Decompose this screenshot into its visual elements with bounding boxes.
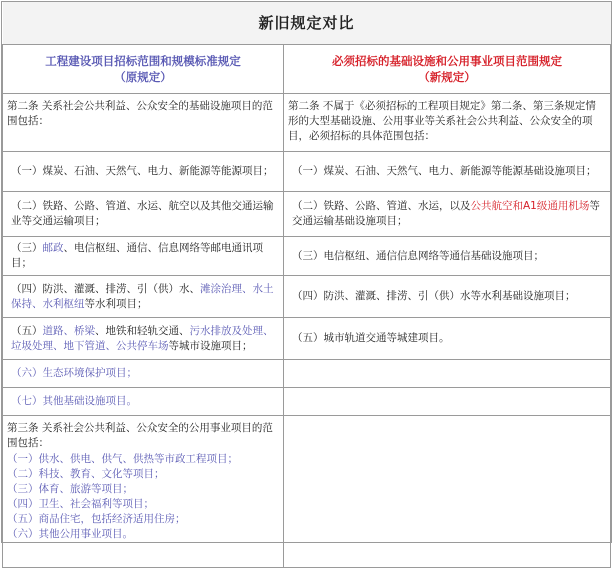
row2-right: （一）煤炭、石油、天然气、电力、新能源等能源基础设施项目； (284, 152, 611, 192)
header-new-title: 必须招标的基础设施和公用事业项目范围规定 (332, 54, 562, 68)
row4-left-text-a: （三） (11, 242, 43, 254)
header-new-subtitle: （新规定） (418, 70, 476, 84)
list-item: （三）体育、旅游等项目； (7, 483, 133, 495)
table-title: 新旧规定对比 (3, 2, 611, 45)
header-new-rule (284, 45, 611, 94)
row4-right: （三）电信枢纽、通信信息网络等通信基础设施项目； (284, 237, 611, 276)
row3-right-text-a: （二）铁路、公路、管道、水运，以及 (292, 200, 471, 212)
row5-left (3, 276, 284, 318)
table-row (3, 318, 611, 360)
title-row (3, 2, 611, 45)
row1-left: 第二条 关系社会公共利益、公众安全的基础设施项目的范围包括： (3, 94, 284, 152)
row3-right (284, 192, 611, 237)
row8-left: （七）其他基础设施项目。 (3, 388, 284, 416)
row4-left-text-b: 、电信枢纽、通信、信息网络等邮电通讯项目； (11, 242, 263, 269)
row5-left-highlight: 滩涂治理、水土保持、水利枢纽 (11, 282, 274, 310)
table-row (3, 360, 611, 388)
row9-left-list (7, 452, 279, 542)
row6-right: （五）城市轨道交通等城建项目。 (284, 318, 611, 360)
table-row (3, 152, 611, 192)
row7-left: （六）生态环境保护项目； (3, 360, 284, 388)
row6-left-text-a: （五） (11, 324, 43, 337)
row1-right: 第二条 不属于《必须招标的工程项目规定》第二条、第三条规定情形的大型基础设施、公用事业等关系社会公共利益、公众安全的项目，必须招标的具体范围包括： (284, 94, 611, 152)
row4-left-highlight: 邮政 (42, 242, 64, 254)
header-old-rule (3, 45, 284, 94)
table-row (3, 192, 611, 237)
row2-left: （一）煤炭、石油、天然气、电力、新能源等能源项目； (3, 152, 284, 192)
list-item: （四）卫生、社会福利等项目； (7, 498, 154, 510)
comparison-table (2, 2, 611, 568)
row3-left: （二）铁路、公路、管道、水运、航空以及其他交通运输业等交通运输项目； (3, 192, 284, 237)
row3-right-text-b: 等交通运输基础设施项目； (292, 200, 600, 227)
row6-left-highlight-2: 污水排放及处理、垃圾处理、地下管道、公共停车场 (11, 324, 274, 352)
row4-left (3, 237, 284, 276)
header-old-title: 工程建设项目招标范围和规模标准规定 (45, 54, 241, 68)
row5-right: （四）防洪、灌溉、排涝、引（供）水等水利基础设施项目； (284, 276, 611, 318)
row5-left-text-b: 等水利项目； (84, 297, 148, 310)
table-row (3, 237, 611, 276)
row6-left-text-b: 、地铁和轻轨交通、 (95, 324, 190, 337)
row6-left-highlight-1: 道路、桥梁 (42, 324, 95, 337)
header-old-subtitle: （原规定） (114, 70, 172, 84)
row7-right (284, 360, 611, 388)
row9-left-heading: 第三条 关系社会公共利益、公众安全的公用事业项目的范围包括： (7, 422, 273, 449)
list-item: （二）科技、教育、文化等项目； (7, 468, 165, 480)
list-item: （一）供水、供电、供气、供热等市政工程项目； (7, 453, 238, 465)
row5-left-text-a: （四）防洪、灌溉、排涝、引（供）水、 (11, 282, 200, 295)
list-item: （六）其他公用事业项目。 (7, 528, 133, 540)
table-row (3, 388, 611, 416)
row8-right (284, 388, 611, 416)
header-row (3, 45, 611, 94)
row3-right-highlight: 公共航空和A1级通用机场 (470, 200, 590, 212)
table-row (3, 276, 611, 318)
table-row (3, 94, 611, 152)
row6-left-text-c: 等城市设施项目； (168, 339, 253, 352)
comparison-table-frame (1, 1, 612, 543)
row6-left (3, 318, 284, 360)
list-item: （五）商品住宅，包括经济适用住房； (7, 513, 186, 525)
